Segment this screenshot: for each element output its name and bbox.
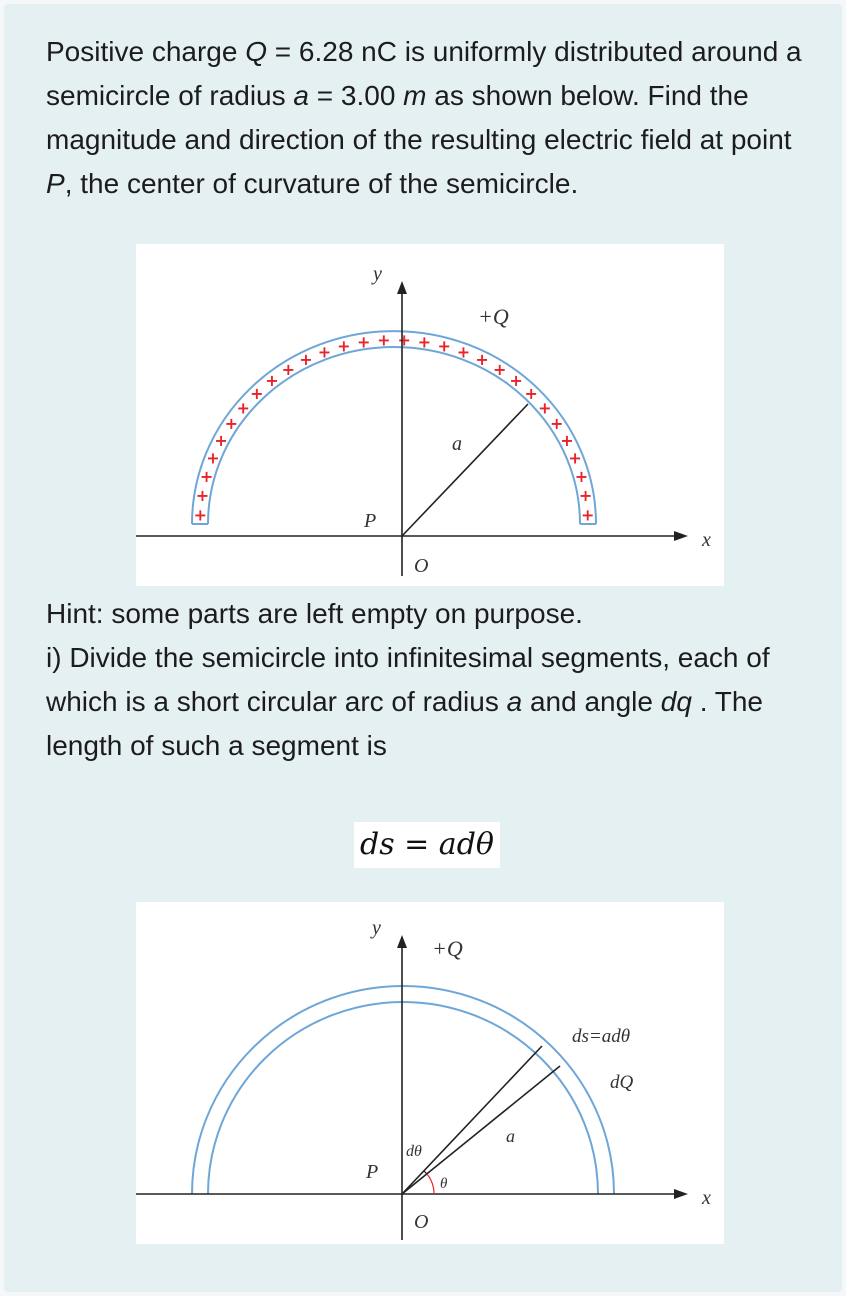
var-q: Q xyxy=(245,36,267,67)
radius-label: a xyxy=(452,433,462,455)
point-p-label: P xyxy=(366,1161,379,1183)
origin-label: O xyxy=(414,1211,429,1233)
origin-label: O xyxy=(414,555,429,577)
problem-text-5: , the center of curvature of the semicircle. xyxy=(64,168,579,199)
unit-m: m xyxy=(403,80,427,111)
plus-charge: + xyxy=(524,384,538,404)
plus-charge: + xyxy=(265,371,279,391)
dtheta-arc xyxy=(424,1171,427,1174)
problem-text-4: as shown below. Find the magnitude and direction of the resulting electric field at point xyxy=(46,80,792,155)
problem-statement xyxy=(46,30,816,206)
radius-line xyxy=(402,404,528,536)
x-axis-arrow xyxy=(674,531,688,541)
plus-charge: + xyxy=(549,414,564,434)
theta-label: θ xyxy=(440,1176,448,1192)
plus-charge: + xyxy=(475,350,489,370)
step1-text-3: . The length of such a segment is xyxy=(46,686,764,761)
plus-charge: + xyxy=(560,431,574,450)
ds-label: ds=adθ xyxy=(572,1026,631,1047)
plus-charge: + xyxy=(580,505,595,525)
plus-charge: + xyxy=(337,336,351,356)
problem-text-3: = 3.00 xyxy=(308,80,404,111)
plus-charge: + xyxy=(568,448,582,468)
question-card xyxy=(4,4,842,1292)
problem-text-2: = 6.28 nC is uniformly distributed around a semicircle of radius xyxy=(46,36,802,111)
plus-charge: + xyxy=(193,505,208,525)
plus-charge: + xyxy=(281,359,296,379)
plus-charge: + xyxy=(195,486,210,506)
plus-charges xyxy=(194,330,595,524)
outer-arc xyxy=(192,331,596,524)
y-axis-label: y xyxy=(373,263,382,285)
plus-charge: + xyxy=(538,398,552,418)
plus-charge: + xyxy=(397,330,411,350)
dtheta-label: dθ xyxy=(406,1143,422,1160)
inner-arc xyxy=(208,347,580,524)
segment-diagram xyxy=(136,902,724,1244)
figure-semicircle-charges xyxy=(136,244,724,586)
plus-charge: + xyxy=(492,359,507,379)
inner-arc xyxy=(208,1002,598,1194)
arc-length-equation: ds = adθ xyxy=(354,822,500,868)
plus-charge: + xyxy=(299,350,313,370)
hint-line: Hint: some parts are left empty on purpose. xyxy=(46,598,583,629)
y-axis-arrow xyxy=(397,281,407,294)
segment-line-1 xyxy=(402,1066,560,1194)
x-axis-label: x xyxy=(702,1187,711,1209)
plus-charge: + xyxy=(578,486,593,506)
hint-text xyxy=(46,592,816,768)
step1-var-a: a xyxy=(506,686,523,717)
plus-charge: + xyxy=(250,384,264,404)
charge-label: +Q xyxy=(478,304,509,329)
plus-charge: + xyxy=(236,398,250,418)
charge-label: +Q xyxy=(432,936,463,961)
segment-line-2 xyxy=(402,1046,542,1194)
y-axis-label: y xyxy=(372,917,381,939)
plus-charge: + xyxy=(317,342,332,362)
plus-charge: + xyxy=(206,448,220,468)
plus-charge: + xyxy=(437,336,451,356)
plus-charge: + xyxy=(417,332,432,352)
plus-charge: + xyxy=(574,467,589,487)
step1-var-angle: dq xyxy=(660,686,692,717)
var-a: a xyxy=(293,80,309,111)
x-axis-arrow xyxy=(674,1189,688,1199)
semicircle-diagram xyxy=(136,244,724,586)
x-axis-label: x xyxy=(702,529,711,551)
var-p: P xyxy=(46,168,65,199)
step1-text-1: i) Divide the semicircle into infinitesimal segments, each of which is a short circular arc of radius xyxy=(46,642,770,717)
plus-charge: + xyxy=(224,414,239,434)
dq-label: dQ xyxy=(610,1072,634,1093)
theta-arc xyxy=(427,1174,434,1194)
problem-text-1: Positive charge xyxy=(46,36,246,67)
plus-charge: + xyxy=(509,371,523,391)
plus-charge: + xyxy=(456,342,471,362)
figure-segment xyxy=(136,902,724,1244)
point-p-label: P xyxy=(364,510,377,532)
plus-charge: + xyxy=(199,467,214,487)
plus-charge: + xyxy=(377,330,391,350)
plus-charge: + xyxy=(356,332,371,352)
radius-label: a xyxy=(506,1126,515,1146)
plus-charge: + xyxy=(214,431,228,450)
step1-text-2: and angle xyxy=(522,686,661,717)
y-axis-arrow xyxy=(397,935,407,948)
outer-arc xyxy=(192,986,614,1194)
